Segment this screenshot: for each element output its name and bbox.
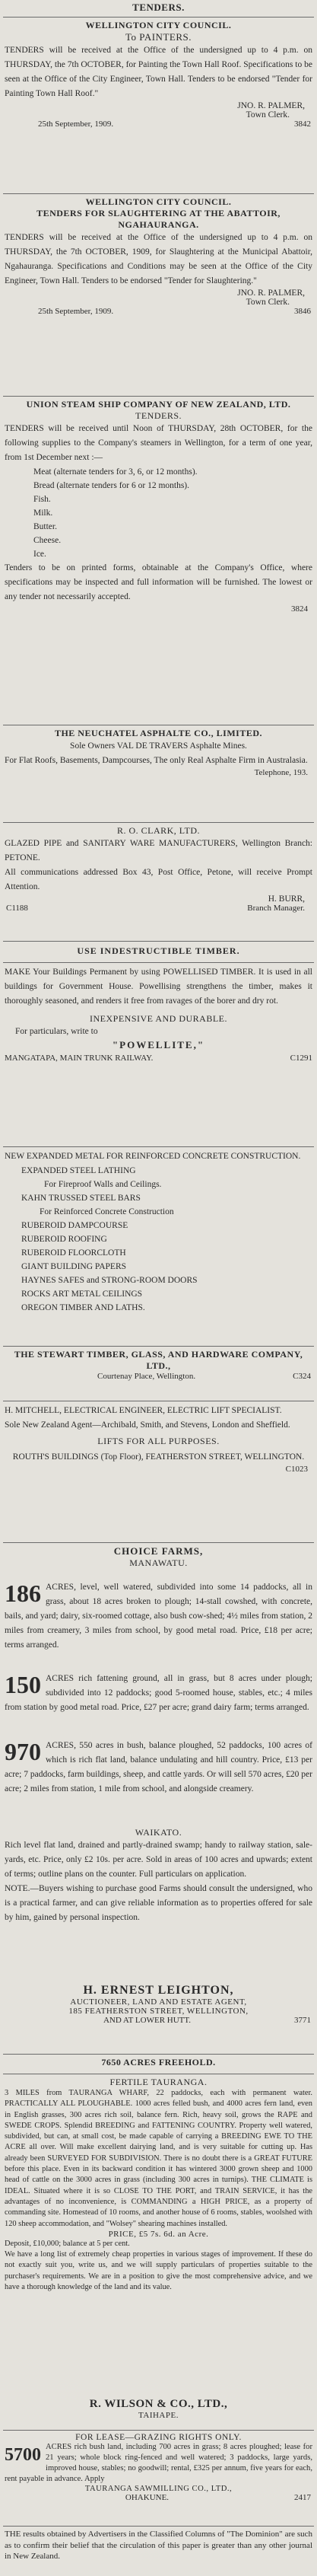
ad-signer: JNO. R. PALMER, <box>237 101 305 110</box>
ad-painters <box>0 20 317 192</box>
list-item: Fish. <box>33 495 51 504</box>
ad-address: ROUTH'S BUILDINGS (Top Floor), FEATHERSTON STREET, WELLINGTON. <box>12 1452 305 1462</box>
ad-ref: C1291 <box>290 1054 312 1063</box>
ad-leighton <box>0 1984 317 2052</box>
divider <box>3 962 314 963</box>
farm-acreage: 970 <box>5 1739 41 1765</box>
list-item: For Reinforced Concrete Construction <box>40 1207 174 1216</box>
ad-org: WELLINGTON CITY COUNCIL. <box>85 20 232 30</box>
list-item: Bread (alternate tenders for 6 or 12 months). <box>33 481 190 490</box>
divider <box>3 1346 314 1347</box>
ad-body: TENDERS will be received at the Office of the undersigned up to 4 p.m. on THURSDAY, the 7th OCTOBER, 1909, for Slaughtering at the Municipal Abattoir, Ngahauranga. Specifications and Conditions may be seen at the Office of the City Engineer, Town Hall. Tenders to be endorsed "Tender for Slaughtering." <box>5 233 312 285</box>
ad-signer-title: Town Clerk. <box>246 298 290 307</box>
list-item: EXPANDED STEEL LATHING <box>21 1166 136 1175</box>
ad-body: Deposit, £10,000; balance at 5 per cent. <box>5 2239 130 2248</box>
ad-address: TAIHAPE. <box>138 2411 179 2420</box>
ad-org: 7650 ACRES FREEHOLD. <box>101 2057 216 2067</box>
ad-body: H. MITCHELL, ELECTRICAL ENGINEER, ELECTRIC LIFT SPECIALIST. <box>5 1406 282 1415</box>
ad-body: NOTE.—Buyers wishing to purchase good Farms should consult the undersigned, who is a practical farmer, and can give reliable information as to properties offered for sale by him, gained by personal inspection. <box>5 1884 312 1922</box>
ad-body: ACRES, level, well watered, subdivided into some 14 paddocks, all in grass, about 18 acres broken to plough; 14-stall cowshed, with concrete, bails, and yard; dairy, six-roomed cottage, also bush cow-shed; 4½ miles from station, 2 miles from creamery, 3 miles from school, by good metal road. Price, £18 per acre; terms arranged. <box>5 1583 312 1650</box>
list-item: GIANT BUILDING PAPERS <box>21 1262 127 1271</box>
ad-waikato <box>0 1827 317 1979</box>
ad-body: Sole New Zealand Agent—Archibald, Smith, and Stevens, London and Sheffield. <box>5 1420 290 1430</box>
ad-farm-970 <box>0 1739 317 1824</box>
ad-body: ACRES, 550 acres in bush, balance ploughed, 52 paddocks, 100 acres of which is rich flat land, balance undulating and hill country. Price, £13 per acre; 7 paddocks, farm buildings, sheep, and cattle yards. Or will sell 570 acres, £20 per acre; 2 miles from station, 1 mile from school, and alongside creamery. <box>5 1741 312 1793</box>
ad-name: "POWELLITE," <box>112 1039 205 1050</box>
ad-body: For particulars, write to <box>15 1027 98 1036</box>
ad-farm-150 <box>0 1672 317 1736</box>
ad-lease <box>0 2433 317 2524</box>
ad-slaughtering <box>0 196 317 394</box>
ad-farm-186 <box>0 1580 317 1669</box>
ad-org: UNION STEAM SHIP COMPANY OF NEW ZEALAND, LTD. <box>26 399 291 410</box>
ad-subhead: TENDERS FOR SLAUGHTERING AT THE ABATTOIR, NGAHAURANGA. <box>36 208 281 230</box>
ad-address: Courtenay Place, Wellington. <box>97 1372 196 1381</box>
ad-signer: H. BURR, <box>268 894 305 904</box>
ad-body: Sole Owners VAL DE TRAVERS Asphalte Mines. <box>70 741 247 751</box>
ad-tauranga <box>0 2077 317 2396</box>
ad-ref: C1023 <box>285 1465 308 1474</box>
divider <box>3 1146 314 1147</box>
ad-mitchell <box>0 1404 317 1541</box>
ad-results <box>0 2529 317 2574</box>
list-item: RUBEROID ROOFING <box>21 1235 107 1244</box>
list-item: ROCKS ART METAL CEILINGS <box>21 1290 143 1299</box>
ad-body: NEW EXPANDED METAL FOR REINFORCED CONCRETE CONSTRUCTION. <box>5 1152 301 1161</box>
ad-signer: JNO. R. PALMER, <box>237 289 305 298</box>
ad-date: 25th September, 1909. <box>38 307 114 316</box>
ad-org: THE NEUCHATEL ASPHALTE CO., LIMITED. <box>54 728 263 738</box>
ad-body: Rich level flat land, drained and partly-drained swamp; handy to railway station, sale-yards, etc. Price, only £2 10s. per acre. Sold in areas of 100 acres and upwards; extent of terms; outline plans on the counter. Full particulars on application. <box>5 1841 312 1879</box>
divider <box>3 396 314 397</box>
ad-ref: 3842 <box>294 120 311 129</box>
farm-acreage: 5700 <box>5 2445 41 2465</box>
ad-clark <box>0 825 317 939</box>
ad-ref: 3771 <box>294 2016 311 2025</box>
ad-subhead: WAIKATO. <box>135 1827 182 1838</box>
ad-address: MANGATAPA, MAIN TRUNK RAILWAY. <box>5 1054 154 1063</box>
ad-freehold <box>0 2057 317 2072</box>
list-item: RUBEROID FLOORCLOTH <box>21 1248 126 1258</box>
ad-body: GLAZED PIPE and SANITARY WARE MANUFACTURERS, Wellington Branch: PETONE. <box>5 839 312 862</box>
ad-address: 185 FEATHERSTON STREET, WELLINGTON, <box>68 2007 249 2016</box>
ad-address: TAURANGA SAWMILLING CO., LTD., <box>84 2485 233 2493</box>
ad-body: AUCTIONEER, LAND AND ESTATE AGENT, <box>70 1997 247 2007</box>
ad-neuchatel <box>0 728 317 821</box>
list-item: Ice. <box>33 550 46 559</box>
ad-body: 3 MILES from TAURANGA WHARF, 22 paddocks, each with permanent water. PRACTICALLY ALL PLOUGHABLE. 1000 acres felled bush, and 4000 acres fern land, even in English grasses, 300 acres rich soil, balance fern. Rich, heavy soil, grows the RAPE and SWEDE CROPS. Splendid BREEDING and FATTENING COUNTRY. Property well watered, subdivided, but can, at small cost, be made capable of carrying a BREEDING EWE TO THE ACRE all over. Will make excellent dairying land, and is very suitable for cutting up. Has already been SURVEYED FOR SUBDIVISION. There is no doubt there is a GREAT FUTURE before this place. Even in its backward condition it has wintered 3000 grown sheep and 1000 head of cattle on the 3000 acres in grass (including 300 acres in turnips). THE CLIMATE is IDEAL. Situated where it is so CLOSE TO THE PORT, and TRAIN SERVICE, it has the advantages of no inconvenience, is COMMANDING a HIGH PRICE, as a property of commanding site. Homestead of 10 rooms, and another house of 6 rooms, stables, woolshed with 120 sheep accommodation, and "Wolsey" shearing machines installed. <box>5 2089 312 2228</box>
ad-body: Tenders to be on printed forms, obtainable at the Company's Office, where specifications may be inspected and full information will be furnished. The lowest or any tender not necessarily accepted. <box>5 563 312 601</box>
ad-ref: C324 <box>293 1372 311 1381</box>
ad-subhead: INEXPENSIVE AND DURABLE. <box>90 1013 227 1024</box>
ad-body: TENDERS will be received until Noon of THURSDAY, 28th OCTOBER, for the following supplies to the Company's steamers in Wellington, for a term of one year, from 1st December next :— <box>5 424 312 462</box>
list-item: Cheese. <box>33 536 62 545</box>
divider <box>3 1542 314 1543</box>
farm-acreage: 150 <box>5 1672 41 1698</box>
ad-org: R. WILSON & CO., LTD., <box>89 2398 228 2410</box>
list-item: RUBEROID DAMPCOURSE <box>21 1221 128 1230</box>
ad-subhead: TENDERS. <box>135 410 182 421</box>
ad-subhead: MANAWATU. <box>129 1557 188 1568</box>
ad-expanded-metal <box>0 1149 317 1344</box>
ad-union-steam <box>0 399 317 723</box>
divider <box>3 17 314 18</box>
divider <box>3 2526 314 2527</box>
ad-body: TENDERS will be received at the Office of the undersigned up to 4 p.m. on THURSDAY, the 7th OCTOBER, for Painting the Town Hall Roof. Specifications to be seen at the Office of the City Engineer, Town Hall. Tenders to be endorsed "Tender for Painting Town Hall Roof." <box>5 46 312 98</box>
list-item: For Fireproof Walls and Ceilings. <box>44 1180 162 1189</box>
ad-body: MAKE Your Buildings Permanent by using POWELLISED TIMBER. It is used in all buildings for Government House. Powellising strengthens the timber, makes it thoroughly seasoned, and renders it free from ravages of the borer and dry rot. <box>5 968 312 1006</box>
ad-subhead: LIFTS FOR ALL PURPOSES. <box>97 1436 220 1446</box>
divider <box>3 2430 314 2431</box>
ad-org: R. O. CLARK, LTD. <box>116 825 201 836</box>
ad-telephone: Telephone, 193. <box>254 768 308 777</box>
ad-org: USE INDESTRUCTIBLE TIMBER. <box>77 945 240 956</box>
ad-ref: 3846 <box>294 307 311 316</box>
ad-ref: 2417 <box>294 2493 311 2502</box>
divider <box>3 193 314 194</box>
ad-address: OHAKUNE. <box>125 2493 170 2502</box>
farm-acreage: 186 <box>5 1580 41 1607</box>
ad-ref: C1188 <box>6 904 28 913</box>
ad-powellite <box>0 965 317 1145</box>
list-item: OREGON TIMBER AND LATHS. <box>21 1303 145 1312</box>
ad-body: For Flat Roofs, Basements, Dampcourses, The only Real Asphalte Firm in Australasia. <box>5 756 308 765</box>
ad-signer-title: Town Clerk. <box>246 110 290 120</box>
ad-org: CHOICE FARMS, <box>113 1545 204 1557</box>
list-item: KAHN TRUSSED STEEL BARS <box>21 1194 141 1203</box>
list-item: Butter. <box>33 522 57 531</box>
ad-body: We have a long list of extremely cheap properties in various stages of improvement. If these do not exactly suit you, write us, and we will supply particulars of properties suitable to the purchaser's requirements. We are in a position to give the most comprehensive advice, and we have a thorough knowledge of the land and its value. <box>5 2250 312 2292</box>
ad-stewart <box>0 1349 317 1399</box>
ad-timber-heading <box>0 945 317 961</box>
ad-price: PRICE, £5 7s. 6d. an Acre. <box>108 2229 209 2239</box>
ad-org: THE STEWART TIMBER, GLASS, AND HARDWARE COMPANY, LTD., <box>14 1349 303 1371</box>
ad-subhead: To PAINTERS. <box>125 31 192 43</box>
ad-org: WELLINGTON CITY COUNCIL. <box>85 196 232 207</box>
ad-address: AND AT LOWER HUTT. <box>103 2016 192 2025</box>
ad-body: All communications addressed Box 43, Post Office, Petone, will receive Prompt Attention. <box>5 868 312 891</box>
divider <box>3 941 314 942</box>
ad-name: H. ERNEST LEIGHTON, <box>83 1984 234 1997</box>
ad-farms-heading <box>0 1545 317 1579</box>
section-title-text: TENDERS. <box>132 2 185 13</box>
ad-ref: 3824 <box>291 604 308 614</box>
ad-body: ACRES rich fattening ground, all in grass, but 8 acres under plough; subdivided into 12 paddocks; good 5-roomed house, stables, etc.; 4 miles from station by good metal road. Price, £27 per acre; grand dairy farm; terms arranged. <box>5 1674 312 1712</box>
list-item: Meat (alternate tenders for 3, 6, or 12 months). <box>33 467 198 477</box>
list-item: Milk. <box>33 509 53 518</box>
ad-subhead: FOR LEASE—GRAZING RIGHTS ONLY. <box>75 2433 242 2442</box>
product-list <box>0 1164 317 1315</box>
ad-signer-title: Branch Manager. <box>247 904 305 913</box>
ad-subhead: FERTILE TAURANGA. <box>109 2077 208 2087</box>
list-item: HAYNES SAFES and STRONG-ROOM DOORS <box>21 1276 198 1285</box>
ad-body: THE results obtained by Advertisers in the Classified Columns of "The Dominion" are such as to confirm their belief that the circulation of this paper is greater than any other journal in New Zealand. <box>5 2530 312 2561</box>
section-title <box>0 2 317 17</box>
ad-wilson <box>0 2398 317 2428</box>
divider <box>3 822 314 823</box>
ad-body: ACRES rich bush land, including 700 acres in grass; 8 acres ploughed; lease for 21 years; whole block ring-fenced and well watered; 3 paddocks, large yards, improved house, stables; no goodwill; rental, £325 per annum, five years for each, rent payable in advance. Apply <box>5 2443 312 2483</box>
supply-list <box>0 465 317 561</box>
ad-date: 25th September, 1909. <box>38 120 114 129</box>
divider <box>3 2054 314 2055</box>
